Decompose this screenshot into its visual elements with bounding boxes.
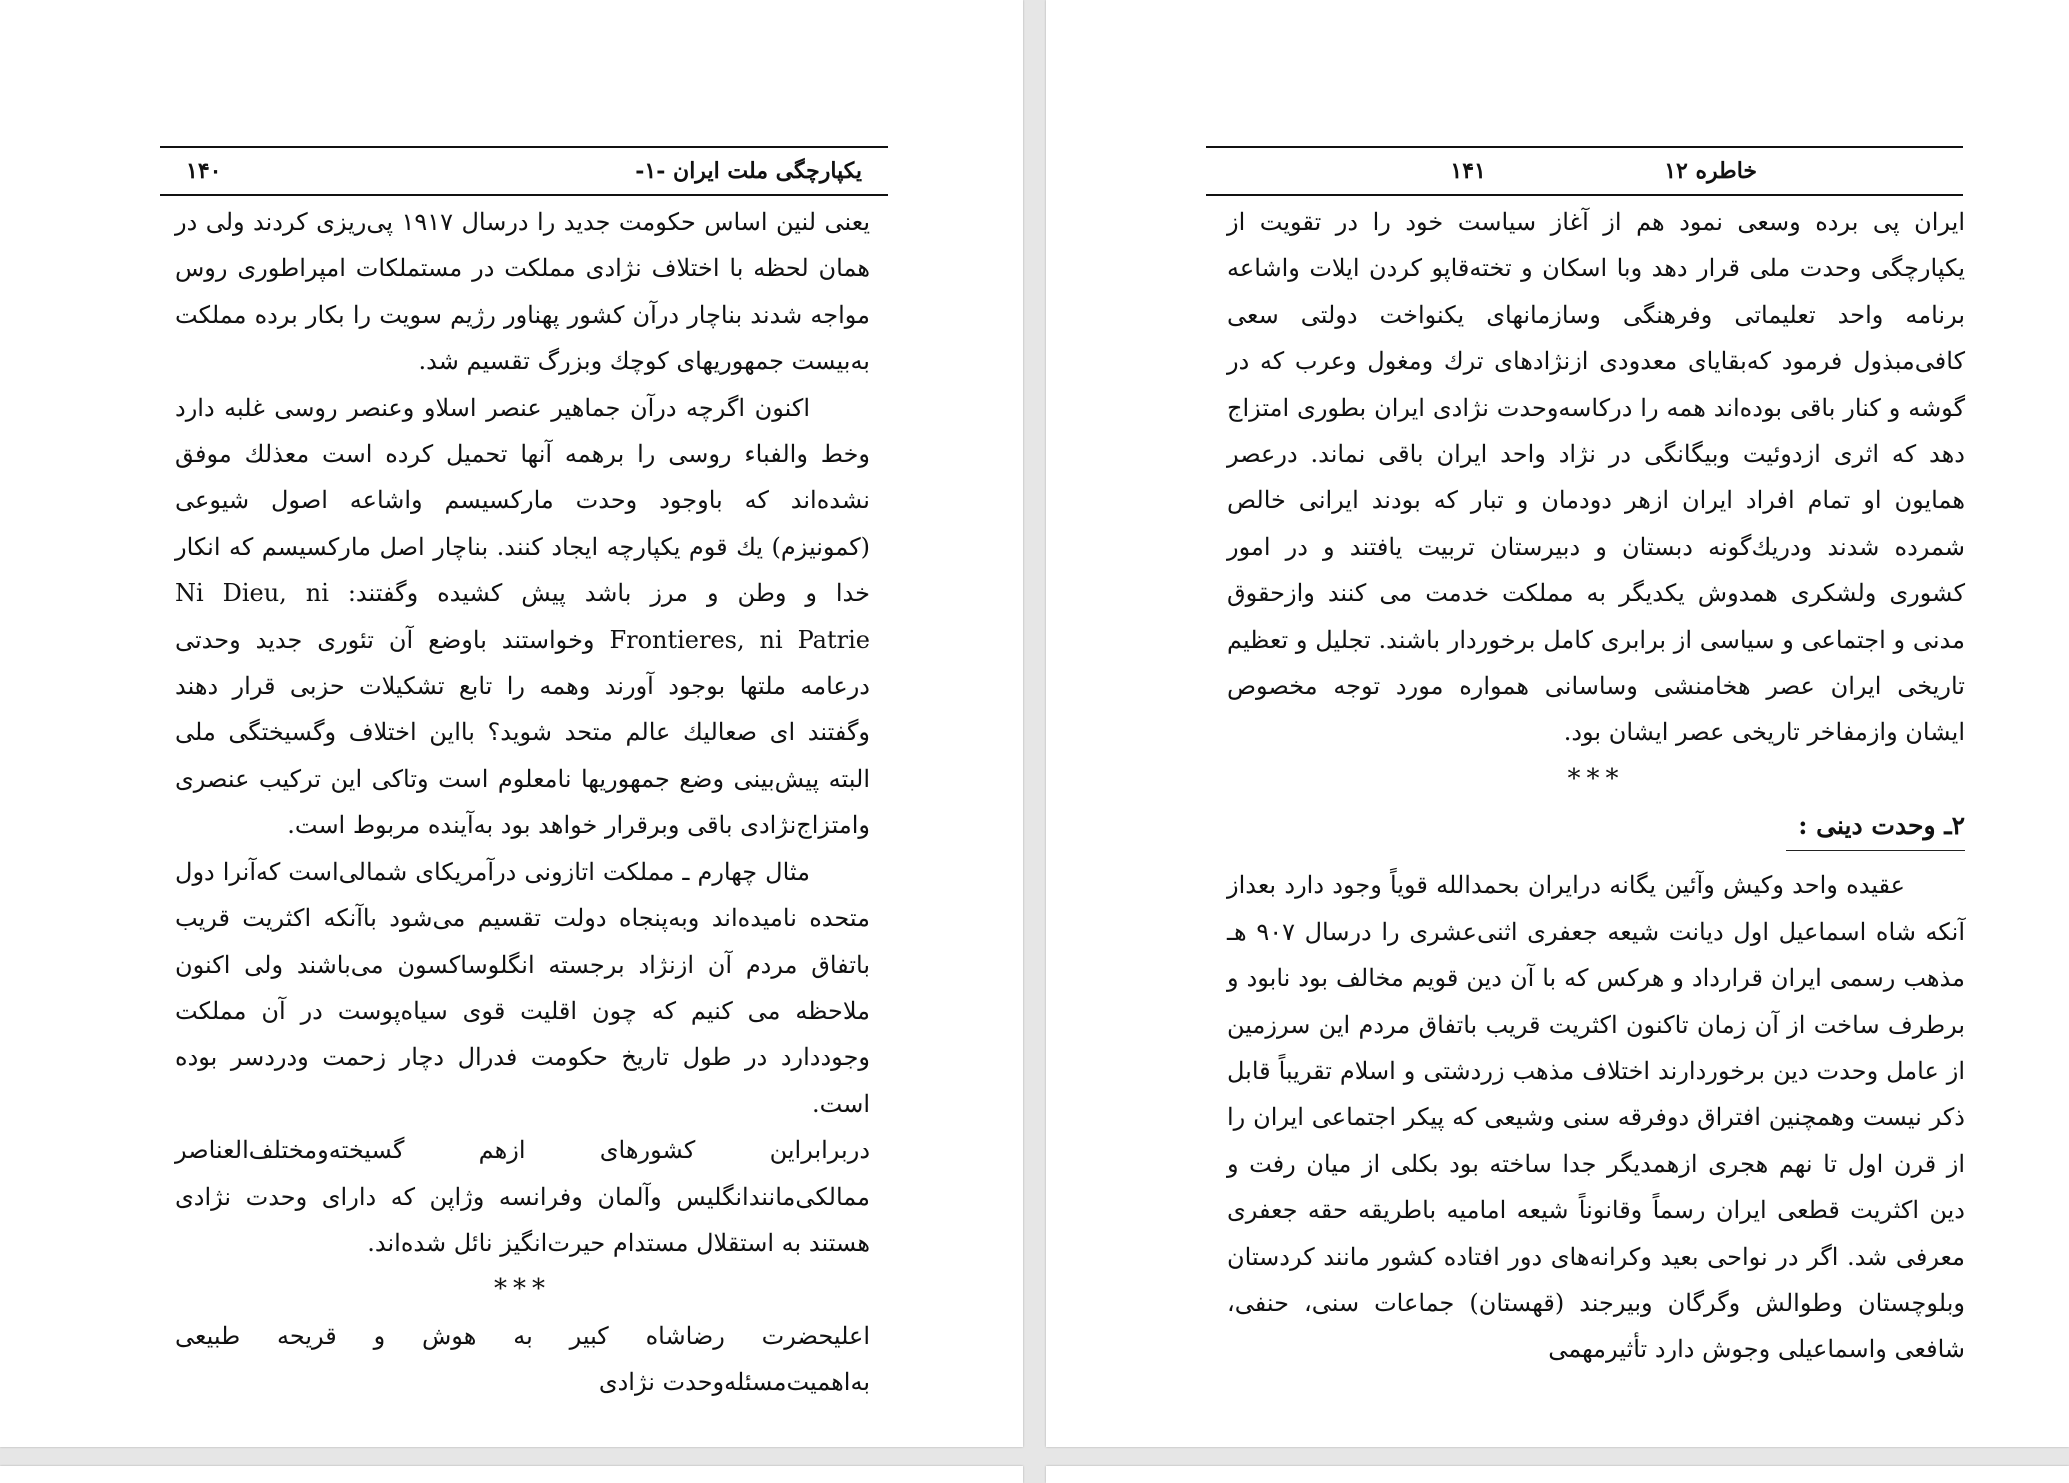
page-number: ۱۴۱ — [1450, 158, 1486, 184]
section-heading: ۲ـ وحدت دینی : — [1786, 802, 1965, 851]
paragraph — [175, 385, 870, 849]
section-heading-wrap — [1227, 802, 1965, 862]
french-motto: Ni Dieu, ni Frontieres, ni Patrie — [175, 579, 870, 654]
page-header — [160, 146, 888, 196]
paragraph: عقیده واحد وکیش وآئین یگانه درایران بحمدالله قویاً وجود دارد بعداز آنکه شاه اسماعیل اول دیانت شیعه جعفری اثنی‌عشری را درسال ۹۰۷ هـ مذهب رسمی ایران قرارداد و هرکس که با آن دین قویم مخالف بود نابود و برطرف ساخت از آن زمان تاکنون اکثریت قریب باتفاق مردم این سرزمین از عامل وحدت دین برخوردارند اختلاف مذهب زردشتی و اسلام تقریباً قابل ذکر نیست وهمچنین افتراق دوفرقه سنی وشیعی که پیکر اجتماعی ایران را از قرن اول تا نهم هجری ازهمدیگر جدا ساخته بود بکلی از میان رفت و دین اکثریت قطعی ایران رسماً وقانوناً شیعه امامیه باطریقه حقه جعفری معرفی شد. اگر در نواحی بعید وکرانه‌های دور افتاده کشور مانند کردستان وبلوچستان وطوالش وگرگان وبیرجند (قهستان) جماعات سنی، حنفی، شافعی واسماعیلی وجوش دارد تأثیرمهمی — [1227, 871, 1966, 1364]
paragraph: اعلیحضرت رضاشاه کبیر به هوش و قریحه طبیعی به‌اهمیت‌مسئله‌وحدت نژادی — [175, 1321, 870, 1397]
section-separator: *** — [1567, 763, 1625, 794]
paragraph-text: وخواستند باوضع آن تئوری جدید وحدتی درعامه ملتها بوجود آورند وهمه را تابع تشکیلات حزبی قرار دهند وگفتند ای صعالیك عالم متحد شوید؟ بااین اختلاف وگسیختگی ملی البته پیش‌بینی وضع جمهوریها نامعلوم است وتاکی این ترکیب عنصری وامتزاج‌نژادی باقی وبرقرار خواهد بود به‌آینده مربوط است. — [175, 625, 870, 840]
paragraph: دربرابراین کشورهای ازهم گسیخته‌ومختلف‌العناصر ممالکی‌مانندانگلیس وآلمان وفرانسه وژاپن که دارای وحدت نژادی هستند به استقلال مستدام حیرت‌انگیز نائل شده‌اند. — [175, 1136, 870, 1257]
paragraph-text: اکنون اگرچه درآن جماهیر عنصر اسلاو وعنصر روسی غلبه دارد وخط والفباء روسی را برهمه آنها تحمیل کرده است معذلك موفق نشده‌اند که باوجود وحدت مارکسیسم واشاعه اصول شیوعی (کمونیزم) یك قوم یکپارچه ایجاد کنند. بناچار اصل مارکسیسم که انکار خدا و وطن و مرز باشد پیش کشیده وگفتند: — [175, 393, 870, 608]
section-separator: *** — [494, 1274, 551, 1305]
page-body — [1227, 199, 1965, 1373]
page-header — [1206, 146, 1963, 196]
next-page-left-edge — [0, 1466, 1023, 1483]
page-number: ۱۴۰ — [186, 158, 222, 184]
next-page-right-edge — [1046, 1466, 2069, 1483]
book-page-right — [1046, 0, 2069, 1447]
running-title: یکپارچگی ملت ایران -۱- — [635, 158, 862, 184]
page-body — [175, 199, 870, 1406]
running-title: خاطره ۱۲ — [1664, 158, 1757, 184]
book-page-left — [0, 0, 1023, 1447]
paragraph: مثال چهارم ـ مملکت اتازونی درآمریکای شمالی‌است که‌آنرا دول متحده نامیده‌اند وبه‌پنجاه دولت تقسیم می‌شود باآنکه اکثریت قریب باتفاق مردم آن ازنژاد برجسته انگلوساکسون می‌باشند ولی اکنون ملاحظه می کنیم که چون اقلیت قوی سیاه‌پوست در آن مملکت وجوددارد در طول تاریخ حکومت فدرال دچار زحمت ودردسر بوده است. — [175, 857, 870, 1118]
paragraph: ایران پی برده وسعی نمود هم از آغاز سیاست خود را در تقویت از یکپارچگی وحدت ملی قرار دهد وبا اسکان و تخته‌قاپو کردن ایلات واشاعه برنامه واحد تعلیماتی وفرهنگی وسازمانهای یکنواخت دولتی سعی کافی‌مبذول فرمود که‌بقایای معدودی ازنژادهای ترك ومغول وعرب که در گوشه و کنار باقی بوده‌اند همه را درکاسه‌وحدت نژادی ایران بطوری امتزاج دهد که اثری ازدوئیت وبیگانگی در نژاد واحد ایران باقی نماند. درعصر همایون او تمام افراد ایران ازهر دودمان و تبار که بودند ایرانی خالص شمرده شدند ودریك‌گونه دبستان و دبیرستان تربیت یافتند و در امور کشوری ولشکری همدوش یکدیگر به مملکت خدمت می کنند وازحقوق مدنی و اجتماعی و سیاسی از برابری کامل برخوردار باشند. تجلیل و تعظیم تاریخی ایران عصر هخامنشی وساسانی همواره مورد توجه مخصوص ایشان وازمفاخر تاریخی عصر ایشان بود. — [1227, 208, 1965, 747]
paragraph: یعنی لنین اساس حکومت جدید را درسال ۱۹۱۷ پی‌ریزی کردند ولی در همان لحظه با اختلاف نژادی مملکت در مستملکات امپراطوری روس مواجه شدند بناچار درآن کشور پهناور رژیم سویت را بکار برده مملکت به‌بیست جمهوریهای کوچك وبزرگ تقسیم شد. — [175, 208, 871, 376]
